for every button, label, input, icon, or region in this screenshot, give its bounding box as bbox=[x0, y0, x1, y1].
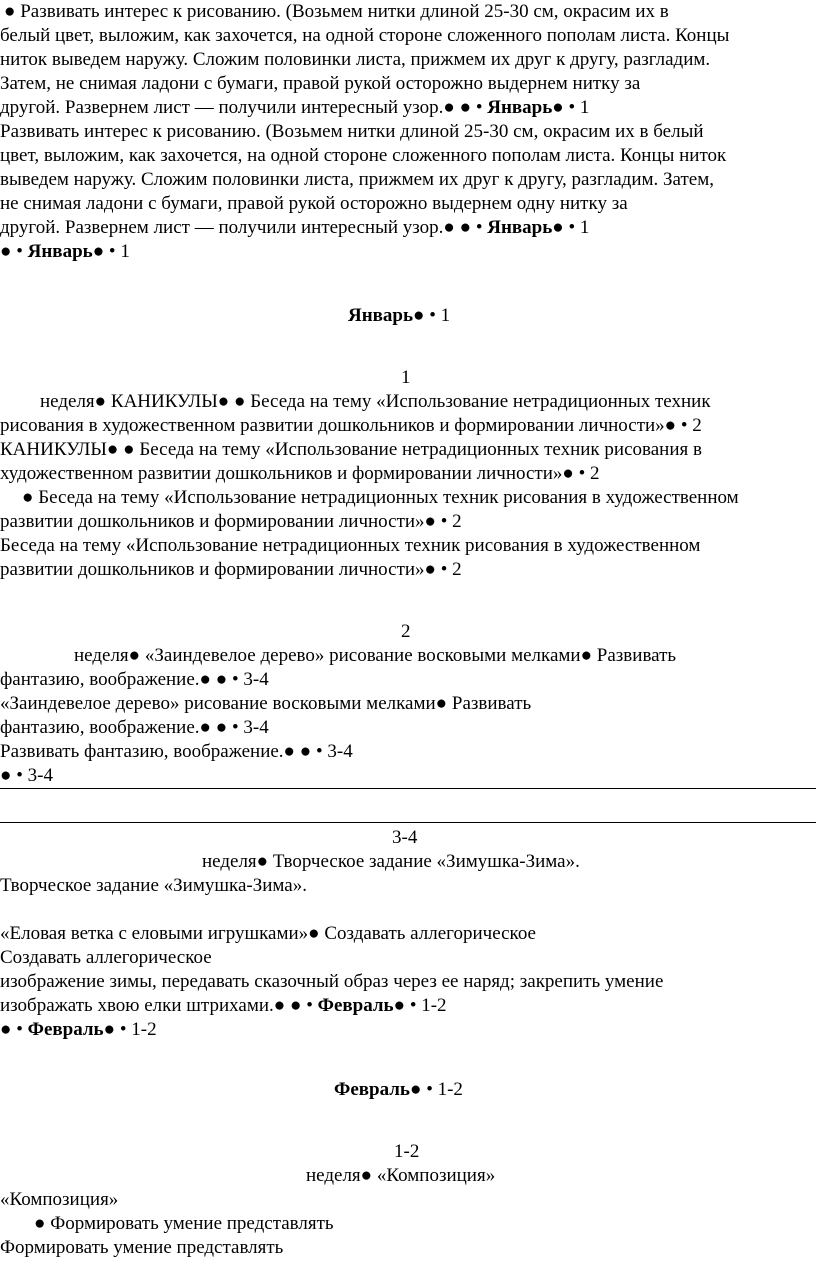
text-line: выведем наружу. Сложим половинки листа, прижмем их друг к другу, разгладим. Затем, bbox=[0, 169, 715, 190]
text-line: ● Беседа на тему «Использование нетрадиционных техник рисования в художественном bbox=[22, 487, 739, 508]
text-line: не снимая ладони с бумаги, правой рукой осторожно выдернем одну нитку за bbox=[0, 193, 628, 214]
month-label: Февраль bbox=[317, 995, 394, 1016]
text-segment: ● • 1-2 bbox=[393, 995, 447, 1016]
text-line bbox=[0, 994, 447, 1018]
text-line: «Заиндевелое дерево» рисование восковыми мелками● Развивать bbox=[0, 693, 532, 714]
text-line bbox=[0, 96, 589, 120]
text-segment: другой. Развернем лист — получили интересный узор.● ● • bbox=[0, 217, 488, 238]
text-line: цвет, выложим, как захочется, на одной стороне сложенного пополам листа. Концы ниток bbox=[0, 145, 727, 166]
text-line: КАНИКУЛЫ● ● Беседа на тему «Использование нетрадиционных техник рисования в bbox=[0, 439, 702, 460]
text-line: развитии дошкольников и формировании личности»● • 2 bbox=[0, 511, 462, 532]
text-line: изображение зимы, передавать сказочный образ через ее наряд; закрепить умение bbox=[0, 971, 664, 992]
month-heading bbox=[334, 1078, 463, 1102]
text-line: Развивать интерес к рисованию. (Возьмем нитки длиной 25-30 см, окрасим их в белый bbox=[0, 121, 704, 142]
text-segment: ● • 1 bbox=[92, 241, 130, 262]
text-segment: ● • 1 bbox=[413, 305, 451, 326]
text-segment: ● • 1-2 bbox=[409, 1079, 463, 1100]
text-line: Затем, не снимая ладони с бумаги, правой рукой осторожно выдернем нитку за bbox=[0, 73, 641, 94]
text-line: Беседа на тему «Использование нетрадиционных техник рисования в художественном bbox=[0, 535, 701, 556]
text-line: ● • 3-4 bbox=[0, 765, 53, 786]
month-label: Январь bbox=[487, 217, 553, 238]
text-line bbox=[0, 216, 589, 240]
text-line: фантазию, воображение.● ● • 3-4 bbox=[0, 669, 269, 690]
month-label: Январь bbox=[487, 97, 553, 118]
text-line: неделя● КАНИКУЛЫ● ● Беседа на тему «Использование нетрадиционных техник bbox=[40, 391, 711, 412]
text-line: «Композиция» bbox=[0, 1189, 119, 1210]
divider-line bbox=[0, 822, 816, 823]
month-label: Январь bbox=[348, 305, 414, 326]
text-line: Творческое задание «Зимушка-Зима». bbox=[0, 875, 307, 896]
text-line: рисования в художественном развитии дошкольников и формировании личности»● • 2 bbox=[0, 415, 702, 436]
text-segment: ● • 1 bbox=[552, 97, 590, 118]
week-number: 3-4 bbox=[392, 827, 418, 848]
text-line: неделя● «Заиндевелое дерево» рисование восковыми мелками● Развивать bbox=[74, 645, 677, 666]
month-label: Январь bbox=[27, 241, 93, 262]
week-number: 1-2 bbox=[394, 1141, 420, 1162]
month-label: Февраль bbox=[334, 1079, 410, 1100]
text-line: белый цвет, выложим, как захочется, на одной стороне сложенного пополам листа. Концы bbox=[0, 25, 730, 46]
text-segment: изображать хвою елки штрихами.● ● • bbox=[0, 995, 318, 1016]
week-number: 1 bbox=[401, 367, 411, 388]
text-line: ниток выведем наружу. Сложим половинки листа, прижмем их друг к другу, разгладим. bbox=[0, 49, 711, 70]
text-line: Формировать умение представлять bbox=[0, 1237, 284, 1258]
text-line bbox=[0, 1018, 157, 1042]
text-line: неделя● Творческое задание «Зимушка-Зима». bbox=[202, 851, 580, 872]
text-line bbox=[0, 240, 130, 264]
text-segment: другой. Развернем лист — получили интересный узор.● ● • bbox=[0, 97, 488, 118]
text-segment: ● • bbox=[0, 1019, 28, 1040]
month-heading bbox=[348, 304, 450, 328]
text-segment: ● • 1-2 bbox=[103, 1019, 157, 1040]
text-line: Развивать фантазию, воображение.● ● • 3-4 bbox=[0, 741, 353, 762]
text-segment: ● • bbox=[0, 241, 28, 262]
text-line: художественном развитии дошкольников и формировании личности»● • 2 bbox=[0, 463, 600, 484]
text-line: Создавать аллегорическое bbox=[0, 947, 212, 968]
divider-line bbox=[0, 788, 816, 789]
month-label: Февраль bbox=[27, 1019, 104, 1040]
text-line: фантазию, воображение.● ● • 3-4 bbox=[0, 717, 269, 738]
text-segment: ● • 1 bbox=[552, 217, 590, 238]
text-line: «Еловая ветка с еловыми игрушками»● Создавать аллегорическое bbox=[0, 923, 536, 944]
text-line: неделя● «Композиция» bbox=[306, 1165, 496, 1186]
text-line: ● Формировать умение представлять bbox=[34, 1213, 334, 1234]
text-line: развитии дошкольников и формировании личности»● • 2 bbox=[0, 559, 462, 580]
text-line: ● Развивать интерес к рисованию. (Возьмем нитки длиной 25-30 см, окрасим их в bbox=[4, 1, 669, 22]
week-number: 2 bbox=[401, 621, 411, 642]
